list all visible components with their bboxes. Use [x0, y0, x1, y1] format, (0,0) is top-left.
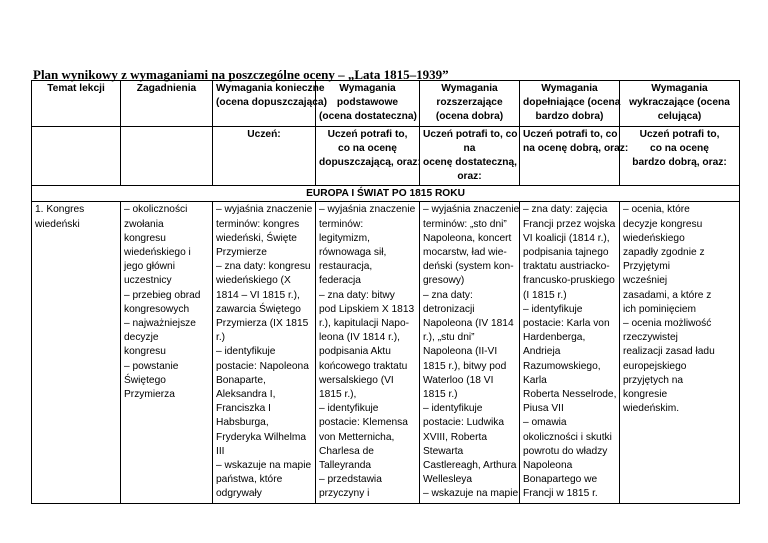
- cell-text-line: – identyfikuje: [216, 346, 276, 358]
- cell-text-line: (I 1815 r.): [523, 289, 567, 301]
- topics-cell: [121, 202, 213, 503]
- cell-text-line: Wymagania: [339, 83, 396, 94]
- cell-text-line: wcześniej: [623, 275, 668, 287]
- cell-text-line: Francji w 1815 r.: [523, 488, 598, 500]
- header-cell: [620, 81, 740, 127]
- header-cell: [420, 81, 520, 127]
- requirements-table: [31, 80, 740, 504]
- cell-text-line: von Metternicha,: [319, 431, 395, 443]
- cell-text-line: – zna daty:: [423, 289, 473, 301]
- cell-text-line: VI koalicji (1814 r.),: [523, 232, 610, 244]
- cell-text-line: – najważniejsze: [124, 318, 196, 330]
- cell-text-line: wiedeńskiego i: [124, 247, 191, 259]
- cell-text-line: na: [463, 142, 476, 154]
- table-row: [32, 202, 740, 503]
- extended-cell: [420, 202, 520, 503]
- cell-text-line: wiedeńskiego (X: [216, 275, 291, 287]
- cell-text-line: bardzo dobrą, oraz:: [632, 157, 727, 169]
- cell-text-line: legitymizm,: [319, 232, 370, 244]
- cell-text-line: podstawowe: [336, 97, 399, 109]
- cell-text-line: Przymierza: [124, 389, 175, 401]
- cell-text-line: dopełniające (ocena: [523, 97, 621, 109]
- cell-text-line: 1815 r.), bitwy pod: [423, 360, 507, 372]
- cell-text-line: decyzje kongresu: [623, 218, 703, 230]
- cell-text-line: III: [216, 445, 225, 457]
- cell-text-line: rzeczywistej: [623, 332, 678, 344]
- cell-text-line: wiedeńskiego: [623, 232, 685, 244]
- cell-text-line: co na ocenę: [650, 142, 709, 154]
- cell-text-line: końcowego traktatu: [319, 360, 408, 372]
- cell-text-line: kongresu: [124, 346, 166, 358]
- cell-text-line: deński (system kon-: [423, 261, 514, 273]
- cell-text-line: Bonaparte,: [216, 374, 266, 386]
- cell-text-line: leona (IV 1814 r.),: [319, 332, 400, 344]
- cell-text-line: Talleyranda: [319, 460, 372, 472]
- cell-text-line: Hardenberga,: [523, 332, 586, 344]
- cell-text-line: postacie: Ludwika: [423, 417, 504, 429]
- cell-text-line: Przyjętymi: [623, 261, 670, 273]
- complementary-cell: [520, 202, 620, 503]
- subheader-cell: [213, 126, 316, 186]
- cell-text-line: Habsburga,: [216, 417, 269, 429]
- cell-text-line: r.), kapitulacji Napo-: [319, 318, 410, 330]
- cell-text-line: bardzo dobra): [535, 111, 604, 123]
- cell-text-line: – wyjaśnia znaczenie: [319, 204, 416, 216]
- cell-text-line: – powstanie: [124, 360, 179, 372]
- cell-text-line: r.), „stu dni”: [423, 332, 475, 344]
- cell-text-line: jego główni: [124, 261, 175, 273]
- cell-text-line: Bonapartego we: [523, 474, 598, 486]
- cell-text-line: Andrieja: [523, 346, 561, 358]
- cell-text-line: 1814 – VI 1815 r.),: [216, 289, 300, 301]
- cell-text-line: Karla: [523, 374, 547, 386]
- subheader-cell: [420, 126, 520, 186]
- cell-text-line: realizacji zasad ładu: [623, 346, 715, 358]
- cell-text-line: – wskazuje na mapie: [216, 460, 312, 472]
- section-title: EUROPA I ŚWIAT PO 1815 ROKU: [32, 186, 740, 202]
- cell-text-line: europejskiego: [623, 360, 687, 372]
- cell-text-line: Castlereagh, Arthura: [423, 460, 517, 472]
- cell-text-line: zawarcia Świętego: [216, 303, 301, 315]
- cell-text-line: federacja: [319, 275, 361, 287]
- cell-text-line: powrotu do władzy: [523, 445, 608, 457]
- cell-text-line: mocarstw, ład wie-: [423, 247, 507, 259]
- cell-text-line: Roberta Nesselrode,: [523, 389, 617, 401]
- basic-cell: [316, 202, 420, 503]
- exceeding-cell: [620, 202, 740, 503]
- cell-text-line: wiedeński, Święte: [216, 232, 297, 244]
- cell-text-line: Uczeń potrafi to,: [327, 128, 408, 140]
- cell-text-line: Temat lekcji: [47, 83, 105, 94]
- cell-text-line: odgrywały: [216, 488, 262, 500]
- cell-text-line: Stewarta: [423, 445, 464, 457]
- cell-text-line: postacie: Klemensa: [319, 417, 408, 429]
- cell-text-line: postacie: Karla von: [523, 318, 610, 330]
- cell-text-line: gresowy): [423, 275, 465, 287]
- cell-text-line: ich pominięciem: [623, 303, 697, 315]
- cell-text-line: co na ocenę: [338, 142, 397, 154]
- header-cell: [213, 81, 327, 127]
- subheader-cell: [620, 126, 740, 186]
- cell-text-line: – przedstawia: [319, 474, 382, 486]
- cell-text-line: podpisania tajnego: [523, 247, 609, 259]
- cell-text-line: – wyjaśnia znaczenie: [216, 204, 313, 216]
- subheader-cell: [32, 126, 121, 186]
- header-cell: [121, 81, 213, 127]
- cell-text-line: r.): [216, 332, 226, 344]
- cell-text-line: – zna daty: kongresu: [216, 261, 311, 273]
- cell-text-line: Napoleona (II-VI: [423, 346, 498, 358]
- cell-text-line: Świętego: [124, 374, 166, 386]
- cell-text-line: państwa, które: [216, 474, 283, 486]
- cell-text-line: rozszerzające: [436, 97, 503, 109]
- cell-text-line: wiedeński: [35, 218, 80, 230]
- header-row: [32, 81, 740, 127]
- cell-text-line: restauracja,: [319, 261, 373, 273]
- cell-text-line: Przymierza (IX 1815: [216, 318, 309, 330]
- cell-text-line: Francji przez wojska: [523, 218, 616, 230]
- cell-text-line: Charlesa de: [319, 445, 374, 457]
- cell-text-line: – zna daty: bitwy: [319, 289, 395, 301]
- cell-text-line: – ocenia, które: [623, 204, 690, 216]
- cell-text-line: Przymierze: [216, 247, 267, 259]
- cell-text-line: – okoliczności: [124, 204, 188, 216]
- section-row: [32, 186, 740, 202]
- cell-text-line: – omawia: [523, 417, 567, 429]
- cell-text-line: Wymagania: [441, 83, 498, 94]
- cell-text-line: kongresu: [124, 232, 166, 244]
- cell-text-line: Franciszka I: [216, 403, 271, 415]
- cell-text-line: – identyfikuje: [523, 303, 583, 315]
- cell-text-line: 1815 r.),: [319, 389, 357, 401]
- cell-text-line: oraz:: [457, 171, 482, 183]
- cell-text-line: uczestnicy: [124, 275, 172, 287]
- cell-text-line: przyjętych na: [623, 374, 684, 386]
- cell-text-line: Wellesleya: [423, 474, 473, 486]
- cell-text-line: Wymagania: [651, 83, 708, 94]
- cell-text-line: – identyfikuje: [319, 403, 379, 415]
- cell-text-line: pod Lipskiem X 1813: [319, 303, 415, 315]
- cell-text-line: podpisania Aktu: [319, 346, 391, 358]
- cell-text-line: Uczeń potrafi to, co: [423, 128, 518, 140]
- subheader-cell: [121, 126, 213, 186]
- cell-text-line: Napoleona: [523, 460, 573, 472]
- cell-text-line: Napoleona, koncert: [423, 232, 512, 244]
- cell-text-line: ocenę dostateczną,: [423, 157, 517, 169]
- header-cell: [520, 81, 620, 127]
- cell-text-line: postacie: Napoleona: [216, 360, 309, 372]
- page-title: Plan wynikowy z wymaganiami na poszczególne oceny – „Lata 1815–1939”: [33, 67, 449, 82]
- cell-text-line: 1. Kongres: [35, 204, 85, 216]
- cell-text-line: zwołania: [124, 218, 164, 230]
- cell-text-line: – identyfikuje: [423, 403, 483, 415]
- required-cell: [213, 202, 316, 503]
- subheader-row: [32, 126, 740, 186]
- cell-text-line: okoliczności i skutki: [523, 431, 612, 443]
- cell-text-line: Uczeń potrafi to, co: [523, 128, 618, 140]
- cell-text-line: detronizacji: [423, 303, 475, 315]
- cell-text-line: zapadły zgodnie z: [623, 247, 705, 259]
- cell-text-line: Wymagania konieczne: [216, 83, 325, 94]
- cell-text-line: terminów: kongres: [216, 218, 300, 230]
- cell-text-line: dopuszczającą, oraz:: [319, 157, 421, 169]
- cell-text-line: terminów: „sto dni”: [423, 218, 507, 230]
- cell-text-line: kongresie: [623, 389, 668, 401]
- cell-text-line: Zagadnienia: [136, 83, 197, 94]
- cell-text-line: – ocenia możliwość: [623, 318, 712, 330]
- cell-text-line: celująca): [657, 111, 702, 123]
- cell-text-line: (ocena dostateczna): [319, 111, 417, 123]
- cell-text-line: Wymagania: [541, 83, 598, 94]
- header-cell: [316, 81, 420, 127]
- cell-text-line: równowaga sił,: [319, 247, 387, 259]
- cell-text-line: Piusa VII: [523, 403, 564, 415]
- cell-text-line: traktatu austriacko-: [523, 261, 610, 273]
- cell-text-line: francusko-pruskiego: [523, 275, 615, 287]
- cell-text-line: – zna daty: zajęcia: [523, 204, 608, 216]
- cell-text-line: wersalskiego (VI: [319, 374, 394, 386]
- cell-text-line: terminów:: [319, 218, 364, 230]
- cell-text-line: Fryderyka Wilhelma: [216, 431, 307, 443]
- cell-text-line: Waterloo (18 VI: [423, 374, 494, 386]
- cell-text-line: (ocena dopuszczająca): [216, 97, 327, 109]
- subheader-cell: [316, 126, 420, 186]
- cell-text-line: 1815 r.): [423, 389, 458, 401]
- cell-text-line: Napoleona (IV 1814: [423, 318, 514, 330]
- header-cell: [32, 81, 121, 127]
- cell-text-line: Uczeń potrafi to,: [639, 128, 720, 140]
- cell-text-line: – wyjaśnia znaczenie: [423, 204, 520, 216]
- cell-text-line: (ocena dobra): [435, 111, 504, 123]
- cell-text-line: – wskazuje na mapie: [423, 488, 519, 500]
- cell-text-line: wiedeńskim.: [623, 403, 680, 415]
- cell-text-line: decyzje: [124, 332, 159, 344]
- cell-text-line: zasadami, a które z: [623, 289, 712, 301]
- cell-text-line: na ocenę dobrą, oraz:: [523, 142, 629, 154]
- cell-text-line: – przebieg obrad: [124, 289, 201, 301]
- cell-text-line: kongresowych: [124, 303, 190, 315]
- cell-text-line: XVIII, Roberta: [423, 431, 487, 443]
- cell-text-line: przyczyny i: [319, 488, 370, 500]
- cell-text-line: wykraczające (ocena: [629, 97, 730, 109]
- cell-text-line: Razumowskiego,: [523, 360, 601, 372]
- lesson-topic-cell: [32, 202, 121, 503]
- cell-text-line: Aleksandra I,: [216, 389, 276, 401]
- cell-text-line: Uczeń:: [247, 128, 281, 140]
- subheader-cell: [520, 126, 629, 186]
